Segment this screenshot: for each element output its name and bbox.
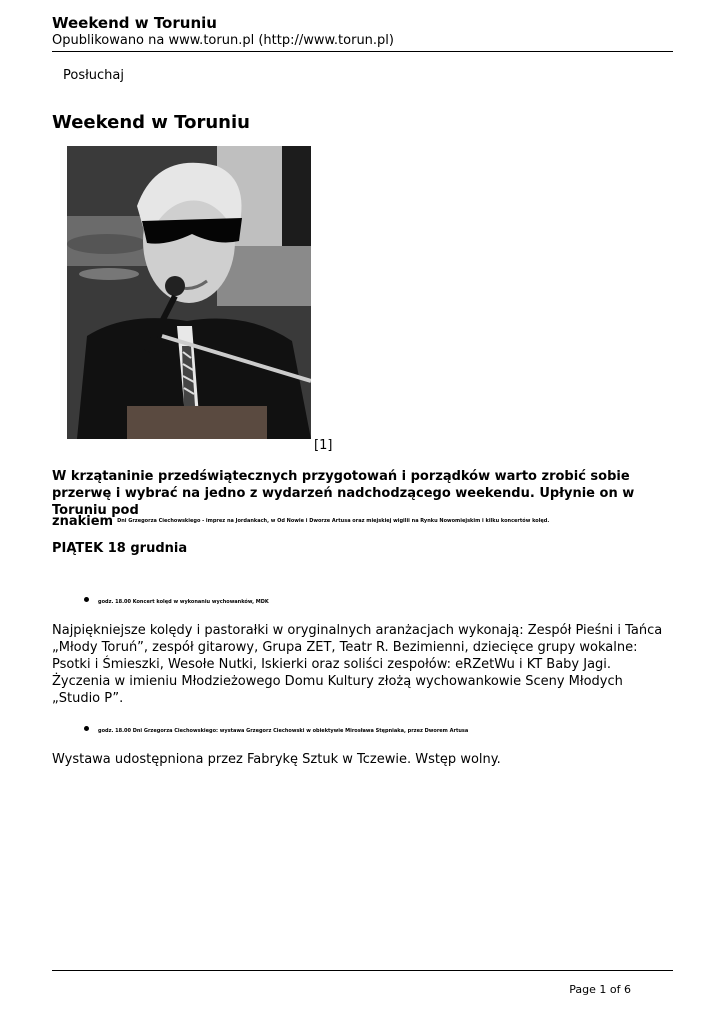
list-item [86, 728, 468, 734]
document-page [52, 0, 673, 1024]
event-description: Wystawa udostępniona przez Fabrykę Sztuk w Tczewie. Wstęp wolny. [52, 752, 501, 767]
header-published-line: Opublikowano na www.torun.pl (http://www.torun.pl) [52, 33, 394, 48]
bullet-dot [84, 597, 89, 602]
footer-divider [52, 970, 673, 971]
listen-button[interactable]: Posłuchaj [63, 68, 125, 83]
bullet-dot [84, 726, 89, 731]
page-indicator: Page 1 of 6 [569, 983, 631, 996]
article-title: Weekend w Toruniu [52, 112, 250, 133]
article-photo [67, 146, 311, 439]
event-heading: godz. 18.00 Koncert kolęd w wykonaniu wychowanków, MDK [98, 599, 269, 605]
day-heading: PIĄTEK 18 grudnia [52, 541, 188, 556]
event-heading: godz. 18.00 Dni Grzegorza Ciechowskiego: wystawa Grzegorz Ciechowski w obiektywie Mirosława Stępniaka, przez Dworem Artusa [98, 728, 469, 734]
lead-small-text: Dni Grzegorza Ciechowskiego - imprez na Jordankach, w Od Nowie i Dworze Artusa oraz miejskiej wigilii na Rynku Nowomiejskim i kilku koncertów kolęd. [117, 517, 550, 524]
list-item [86, 599, 269, 605]
header-divider [52, 51, 673, 52]
image-reference-link[interactable]: [1] [314, 438, 333, 453]
header-title: Weekend w Toruniu [52, 14, 217, 32]
lead-word: znakiem [52, 514, 114, 529]
lead-paragraph: W krzątaninie przedświątecznych przygotowań i porządków warto zrobić sobie przerwę i wybrać na jedno z wydarzeń nadchodzącego weekendu. Upłynie on w Toruniu pod [52, 469, 635, 518]
lead-continuation [52, 510, 673, 529]
event-description: Najpiękniejsze kolędy i pastorałki w oryginalnych aranżacjach wykonają: Zespół Pieśni i Tańca „Młody Toruń”, zespół gitarowy, Grupa ZET, Teatr R. Bezimienni, dziecięce grupy wokalne: Psotki i Śmieszki, Wesołe Nutki, Iskierki oraz soliści zespołów: eRZetWu i KT Baby Jagi. Życzenia w imieniu Młodzieżowego Domu Kultury złożą wychowankowie Sceny Młodych „Studio P”. [52, 623, 663, 706]
